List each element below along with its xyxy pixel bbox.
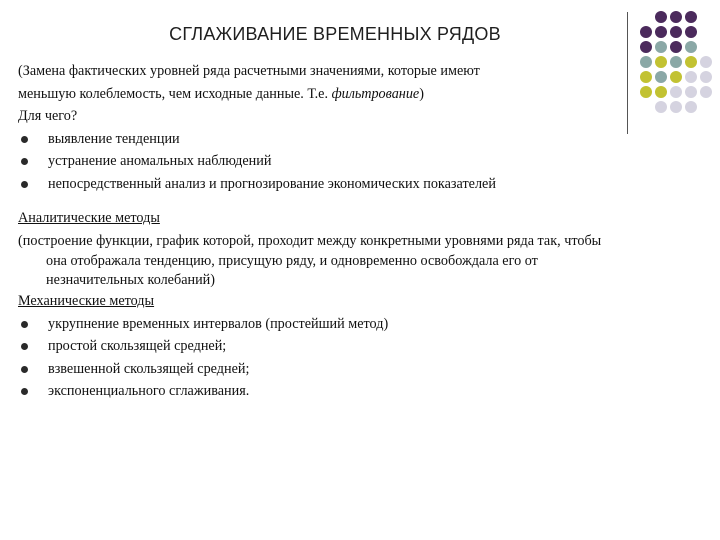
- bullet-icon: [21, 158, 28, 165]
- decorative-dot: [640, 41, 652, 53]
- bullet-icon: [21, 388, 28, 395]
- decorative-dot: [655, 11, 667, 23]
- decorative-dot: [670, 41, 682, 53]
- decorative-dot: [655, 41, 667, 53]
- decorative-dot: [670, 11, 682, 23]
- decorative-dot: [640, 26, 652, 38]
- decorative-dot: [685, 26, 697, 38]
- analytic-desc-line-1: (построение функции, график которой, проходит между конкретными уровнями ряда так, чтобы: [18, 232, 602, 249]
- intro-line-2-suffix: ): [419, 85, 424, 102]
- list-item-text: устранение аномальных наблюдений: [48, 153, 272, 169]
- decorative-dot: [670, 26, 682, 38]
- list-item-text: непосредственный анализ и прогнозирование экономических показателей: [48, 175, 496, 192]
- mechanical-heading: Механические методы: [18, 293, 155, 309]
- intro-line-2-prefix: меньшую колеблемость, чем исходные данные. Т.е.: [18, 85, 332, 102]
- list-item: [18, 380, 708, 403]
- list-item-text: простой скользящей средней;: [48, 338, 227, 354]
- slide-body: [18, 60, 708, 403]
- decorative-dot: [655, 26, 667, 38]
- intro-line-2: [18, 83, 708, 106]
- bullet-icon: [21, 366, 28, 373]
- list-item: [18, 313, 708, 336]
- analytic-desc-line-2: она отображала тенденцию, присущую ряду, и одновременно освобождала его от: [46, 253, 538, 269]
- list-item: [18, 173, 708, 196]
- intro-question: Для чего?: [18, 108, 78, 124]
- list-item-text: укрупнение временных интервалов (простейший метод): [48, 315, 389, 332]
- decorative-dot: [685, 11, 697, 23]
- bullet-icon: [21, 343, 28, 350]
- slide-title: СГЛАЖИВАНИЕ ВРЕМЕННЫХ РЯДОВ: [169, 24, 501, 44]
- bullet-icon: [21, 181, 28, 188]
- list-item-text: взвешенной скользящей средней;: [48, 360, 250, 377]
- list-item: [18, 358, 708, 381]
- list-item-text: экспоненциального сглаживания.: [48, 383, 250, 399]
- list-item: [18, 335, 708, 358]
- bullet-icon: [21, 136, 28, 143]
- decorative-dot: [685, 41, 697, 53]
- intro-emphasis: фильтрование: [331, 85, 420, 102]
- analytic-desc-line-3: незначительных колебаний): [46, 272, 216, 288]
- bullet-icon: [21, 321, 28, 328]
- analytic-heading: Аналитические методы: [18, 210, 160, 226]
- list-item: [18, 128, 708, 151]
- list-item-text: выявление тенденции: [48, 130, 180, 147]
- list-item: [18, 150, 708, 173]
- intro-line-1: (Замена фактических уровней ряда расчетными значениями, которые имеют: [18, 63, 480, 79]
